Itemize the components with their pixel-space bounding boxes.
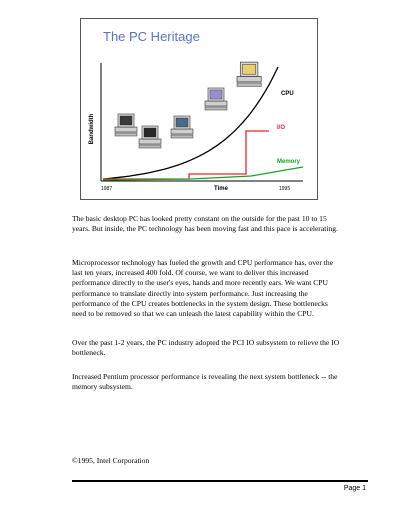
- paragraph-4: Increased Pentium processor performance is revealing the next system bottleneck -- the memory subsystem.: [72, 372, 338, 392]
- pc-heritage-figure: [80, 18, 318, 200]
- series-label-memory: Memory: [277, 159, 301, 165]
- x-tick-label: 1987: [101, 186, 113, 192]
- series-label-io: I/O: [277, 125, 286, 131]
- desktop-pc-icon: [115, 114, 137, 136]
- multimedia-pc-icon: [237, 62, 261, 86]
- y-axis-label: Bandwidth: [89, 113, 95, 145]
- x-axis-label: Time: [214, 186, 228, 192]
- desktop-pc-icon: [205, 88, 227, 110]
- copyright: ©1995, Intel Corporation: [72, 456, 150, 465]
- desktop-pc-icon: [171, 116, 193, 138]
- footer-rule: [72, 480, 368, 482]
- paragraph-3: Over the past 1-2 years, the PC industry adopted the PCI IO subsystem to relieve the IO bottleneck.: [72, 338, 340, 358]
- paragraph-2: Microprocessor technology has fueled the growth and CPU performance has, over the last ten years, increased 400 fold. Of course, we want to deliver this increased performance directly to the user's eyes, hands and more recently ears. We want CPU performance to translate directly into system performance. Just increasing the performance of the CPU creates bottlenecks in the system design. These bottlenecks need to be removed so that we can unleash the latest capability within the CPU.: [72, 258, 334, 319]
- desktop-pc-icon: [139, 126, 161, 148]
- x-tick-label: 1995: [279, 186, 291, 192]
- series-label-cpu: CPU: [281, 91, 294, 97]
- bandwidth-chart: [81, 19, 317, 199]
- paragraph-1: The basic desktop PC has looked pretty constant on the outside for the past 10 to 15 years. But inside, the PC technology has been moving fast and this pace is accelerating.: [72, 214, 338, 234]
- page-number: Page 1: [343, 485, 366, 492]
- figure-title: The PC Heritage: [103, 29, 200, 44]
